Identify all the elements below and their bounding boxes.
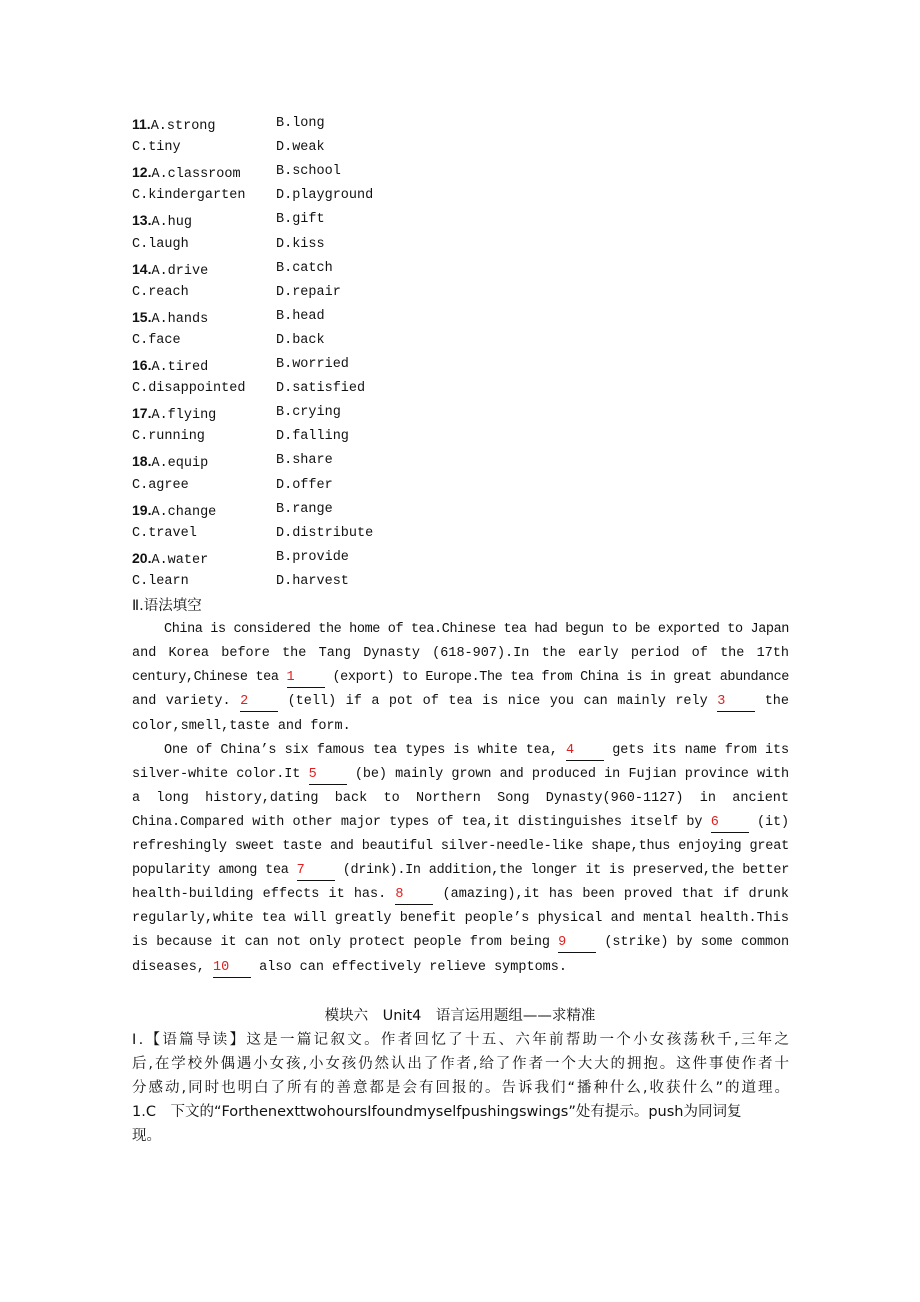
paragraph-text: is because it can not only protect people from being: [132, 935, 559, 951]
section-title: 模块六 Unit4 语言运用题组——求精准: [324, 1007, 596, 1024]
option-d: D.playground: [276, 188, 374, 204]
question-option-row: [132, 305, 208, 329]
option-c: C.travel: [132, 525, 197, 541]
paragraph-text: a long history,dating back to Northern Song Dynasty(960-1127) in ancient: [132, 790, 789, 806]
option-d: D.falling: [276, 429, 349, 445]
paragraph-line: [132, 666, 789, 690]
option-a: A.change: [151, 504, 217, 520]
option-d: D.satisfied: [276, 381, 366, 397]
answer-blank: 5: [309, 766, 347, 785]
question-option-row: [132, 498, 216, 522]
option-a: A.water: [151, 552, 209, 568]
paragraph-line: [132, 642, 789, 666]
answer-blank: 9: [558, 934, 596, 953]
option-b: B.crying: [276, 405, 341, 421]
paragraph-line: [132, 956, 789, 980]
question-number: 13.: [132, 212, 152, 229]
question-option-row: [132, 401, 216, 425]
option-b: B.gift: [276, 212, 325, 228]
paragraph-text: (it): [756, 814, 789, 830]
option-c: C.face: [132, 332, 181, 348]
answer-line: Ⅰ.【语篇导读】这是一篇记叙文。作者回忆了十五、六年前帮助一个小女孩荡秋千,三年之: [132, 1031, 789, 1048]
answer-blank: 10: [213, 959, 251, 978]
question-option-row: [132, 257, 208, 281]
paragraph-text: One of China’s six famous tea types is white tea,: [164, 742, 558, 758]
answer-line: 1.C 下文的“ForthenexttwohoursIfoundmyselfpushingswings”处有提示。push为同词复: [132, 1104, 742, 1121]
paragraph-text: health-building effects it has.: [132, 887, 387, 903]
paragraph-text: (amazing),it has been proved that if drunk: [442, 887, 789, 903]
paragraph-text: and Korea before the Tang Dynasty (618-907).In the early period of the 17th: [132, 646, 789, 662]
option-c: C.tiny: [132, 140, 181, 156]
option-b: B.provide: [276, 549, 349, 565]
question-number: 14.: [132, 260, 152, 277]
paragraph-line: [132, 931, 789, 955]
paragraph-text: diseases,: [132, 959, 205, 975]
paragraph-text: (be) mainly grown and produced in Fujian province with: [354, 766, 789, 782]
question-number: 16.: [132, 357, 152, 373]
question-option-row: [132, 112, 216, 136]
question-option-row: [132, 449, 208, 473]
option-b: B.school: [276, 164, 341, 180]
question-number: 11.: [132, 116, 151, 132]
paragraph-text: refreshingly sweet taste and beautiful silver-needle-like shape,thus enjoying great: [132, 839, 789, 854]
paragraph-text: gets its name from its: [612, 742, 789, 758]
paragraph-text: also can effectively relieve symptoms.: [259, 959, 567, 975]
paragraph-line: [132, 690, 789, 714]
option-c: C.kindergarten: [132, 188, 246, 204]
question-option-row: [132, 546, 208, 570]
question-number: 19.: [132, 501, 152, 518]
option-a: A.flying: [151, 408, 217, 424]
paragraph-line: [132, 835, 789, 859]
paragraph-line: [132, 907, 789, 931]
paragraph-line: [132, 883, 789, 907]
paragraph-line: [164, 618, 789, 642]
option-c: C.agree: [132, 477, 189, 493]
option-a: A.classroom: [151, 167, 241, 183]
option-b: B.share: [276, 453, 333, 469]
question-number: 18.: [132, 453, 152, 470]
option-d: D.distribute: [276, 525, 374, 541]
answer-line: 后,在学校外偶遇小女孩,小女孩仍然认出了作者,给了作者一个大大的拥抱。这件事使作者十: [132, 1055, 789, 1072]
answer-blank: 1: [287, 669, 325, 688]
question-option-row: [132, 160, 241, 184]
answer-blank: 4: [566, 742, 604, 761]
option-a: A.strong: [150, 119, 216, 134]
paragraph-text: China.Compared with other major types of tea,it distinguishes itself by: [132, 814, 711, 830]
section-heading: Ⅱ.语法填空: [132, 598, 202, 614]
question-number: 12.: [132, 164, 152, 181]
paragraph-text: century,Chinese tea: [132, 670, 287, 686]
option-d: D.repair: [276, 284, 341, 300]
option-a: A.tired: [151, 360, 209, 375]
question-number: 15.: [132, 308, 152, 325]
paragraph-line: [132, 715, 789, 739]
option-d: D.harvest: [276, 573, 349, 589]
option-c: C.disappointed: [132, 381, 246, 397]
paragraph-line: [132, 787, 789, 811]
paragraph-text: (tell) if a pot of tea is nice you can mainly rely: [287, 694, 718, 710]
paragraph-text: color,smell,taste and form.: [132, 718, 351, 734]
question-number: 20.: [132, 549, 152, 566]
answer-line: 现。: [132, 1128, 161, 1145]
option-b: B.catch: [276, 260, 333, 276]
answer-blank: 7: [297, 862, 335, 881]
option-d: D.offer: [276, 477, 333, 493]
option-b: B.range: [276, 501, 333, 517]
option-c: C.learn: [132, 573, 189, 589]
paragraph-line: [132, 859, 789, 883]
option-b: B.head: [276, 308, 325, 324]
paragraph-text: (strike) by some common: [604, 935, 789, 951]
option-b: B.worried: [276, 357, 349, 372]
paragraph-text: silver-white color.It: [132, 766, 309, 782]
answer-blank: 8: [395, 886, 433, 905]
question-option-row: [132, 208, 192, 232]
option-a: A.hug: [151, 215, 192, 231]
answer-line: 分感动,同时也明白了所有的善意都是会有回报的。告诉我们“播种什么,收获什么”的道理。: [132, 1080, 789, 1096]
option-d: D.kiss: [276, 236, 325, 252]
option-a: A.drive: [151, 263, 209, 279]
option-a: A.hands: [151, 311, 209, 327]
paragraph-line: [132, 811, 789, 835]
paragraph-text: (drink).In addition,the longer it is preserved,the better: [342, 863, 789, 879]
option-b: B.long: [276, 116, 325, 131]
answer-blank: 6: [711, 814, 749, 833]
paragraph-text: (export) to Europe.The tea from China is in great abundance: [332, 670, 790, 686]
paragraph-line: [132, 763, 789, 787]
paragraph-text: regularly,white tea will greatly benefit people’s physical and mental health.This: [132, 911, 789, 927]
question-number: 17.: [132, 405, 152, 422]
option-c: C.laugh: [132, 236, 189, 252]
option-a: A.equip: [151, 456, 209, 472]
option-c: C.running: [132, 429, 205, 445]
paragraph-line: [164, 739, 789, 763]
question-option-row: [132, 353, 208, 377]
option-d: D.back: [276, 332, 325, 348]
paragraph-text: and variety.: [132, 694, 231, 710]
option-d: D.weak: [276, 140, 325, 156]
option-c: C.reach: [132, 284, 189, 300]
paragraph-text: China is considered the home of tea.Chinese tea had begun to be exported to Japan: [164, 622, 789, 638]
paragraph-text: the: [764, 694, 790, 710]
answer-blank: 3: [717, 693, 755, 712]
paragraph-text: popularity among tea: [132, 863, 297, 879]
answer-blank: 2: [240, 693, 278, 712]
